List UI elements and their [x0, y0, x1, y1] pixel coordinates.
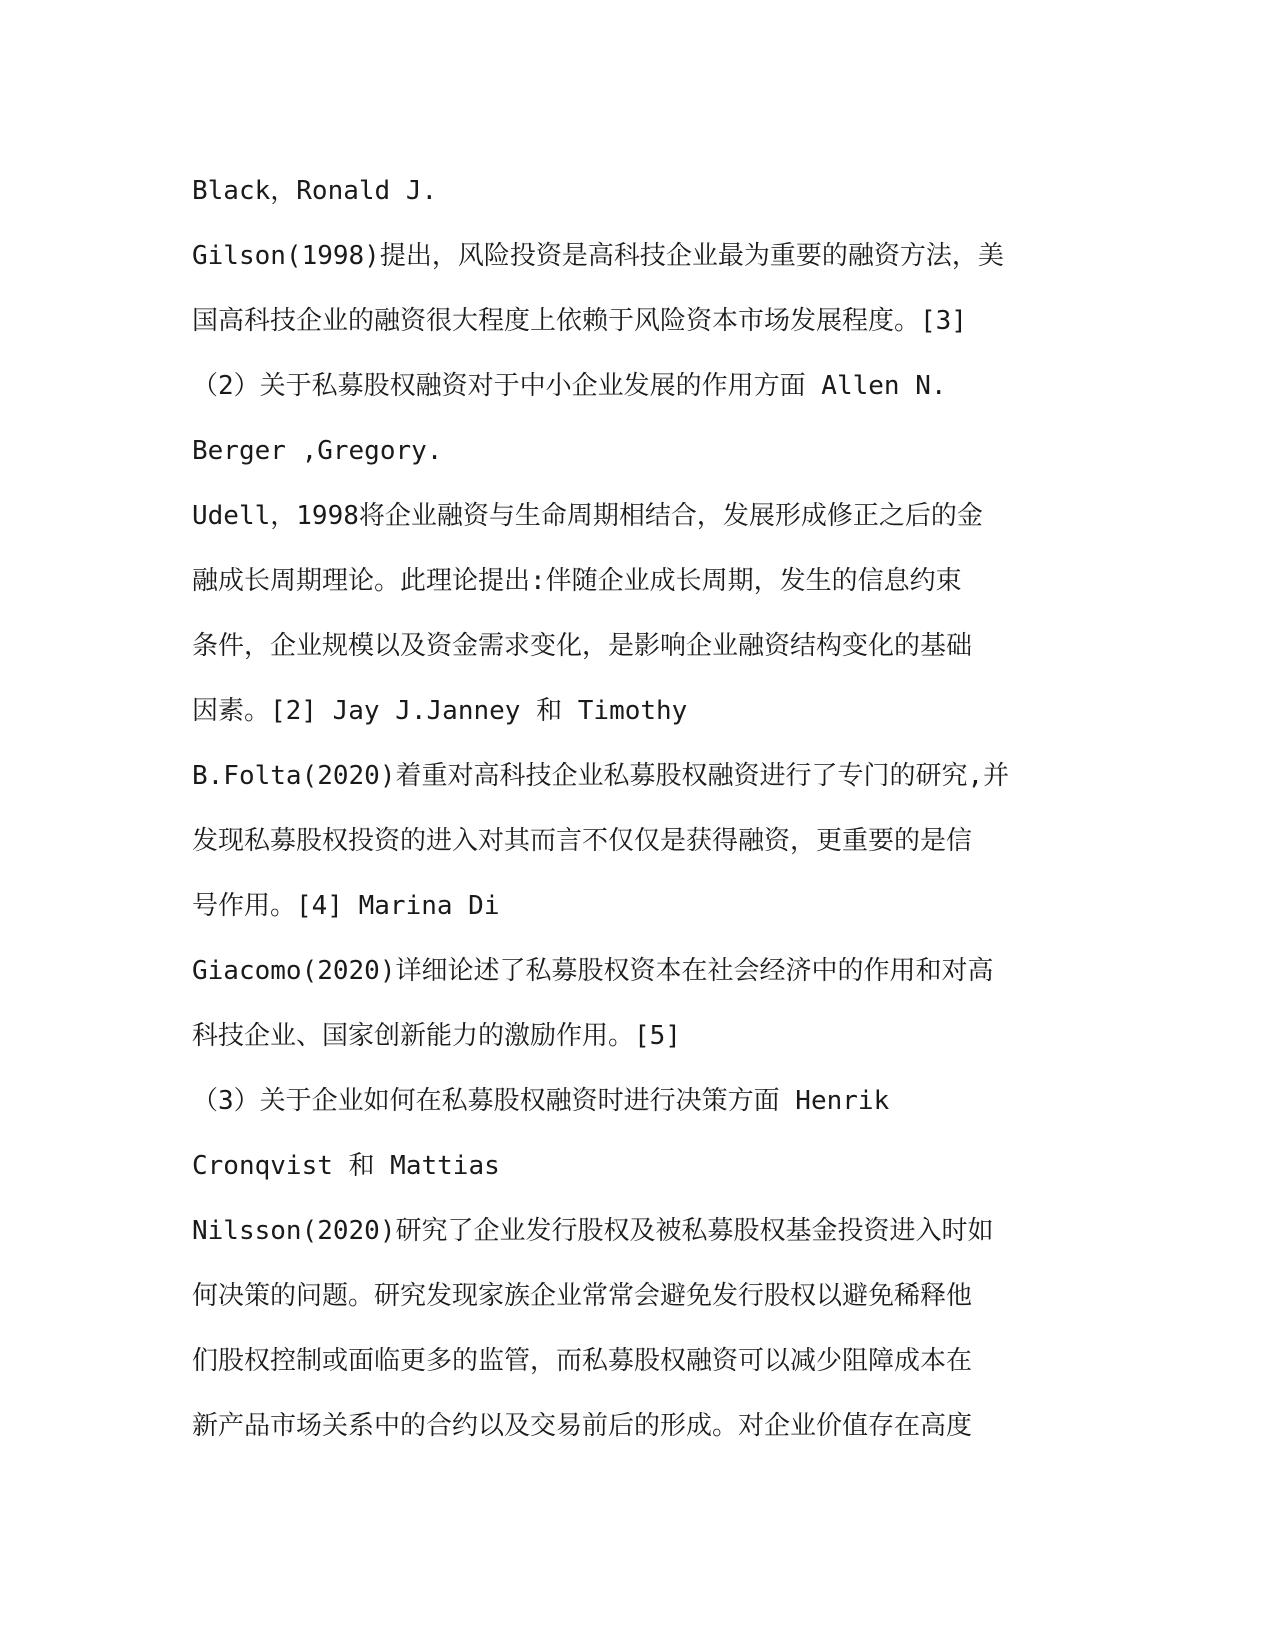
text-line: Cronqvist 和 Mattias [192, 1151, 500, 1181]
text-line: 号作用。[4] Marina Di [192, 891, 500, 921]
text-line: 发现私募股权投资的进入对其而言不仅仅是获得融资，更重要的是信 [192, 826, 973, 856]
text-line: （3）关于企业如何在私募股权融资时进行决策方面 Henrik [192, 1086, 890, 1116]
text-line: 新产品市场关系中的合约以及交易前后的形成。对企业价值存在高度 [192, 1411, 973, 1441]
text-line: 因素。[2] Jay J.Janney 和 Timothy [192, 696, 688, 726]
text-line: 国高科技企业的融资很大程度上依赖于风险资本市场发展程度。[3] [192, 306, 967, 336]
text-line: 何决策的问题。研究发现家族企业常常会避免发行股权以避免稀释他 [192, 1281, 973, 1311]
text-line: 融成长周期理论。此理论提出:伴随企业成长周期，发生的信息约束 [192, 566, 962, 596]
text-line: Udell，1998将企业融资与生命周期相结合，发展形成修正之后的金 [192, 501, 983, 531]
text-line: （2）关于私募股权融资对于中小企业发展的作用方面 Allen N. [192, 371, 947, 401]
text-line: Gilson(1998)提出，风险投资是高科技企业最为重要的融资方法，美 [192, 241, 1004, 271]
text-line: Berger ,Gregory. [192, 436, 443, 466]
text-line: 条件，企业规模以及资金需求变化，是影响企业融资结构变化的基础 [192, 631, 973, 661]
text-line: 科技企业、国家创新能力的激励作用。[5] [192, 1021, 681, 1051]
text-line: B.Folta(2020)着重对高科技企业私募股权融资进行了专门的研究,并 [192, 761, 1010, 791]
text-line: Nilsson(2020)研究了企业发行股权及被私募股权基金投资进入时如 [192, 1216, 994, 1246]
text-line: 们股权控制或面临更多的监管，而私募股权融资可以减少阻障成本在 [192, 1346, 973, 1376]
text-line: Giacomo(2020)详细论述了私募股权资本在社会经济中的作用和对高 [192, 956, 994, 986]
body-text [192, 159, 1092, 1459]
text-line: Black，Ronald J. [192, 176, 438, 206]
